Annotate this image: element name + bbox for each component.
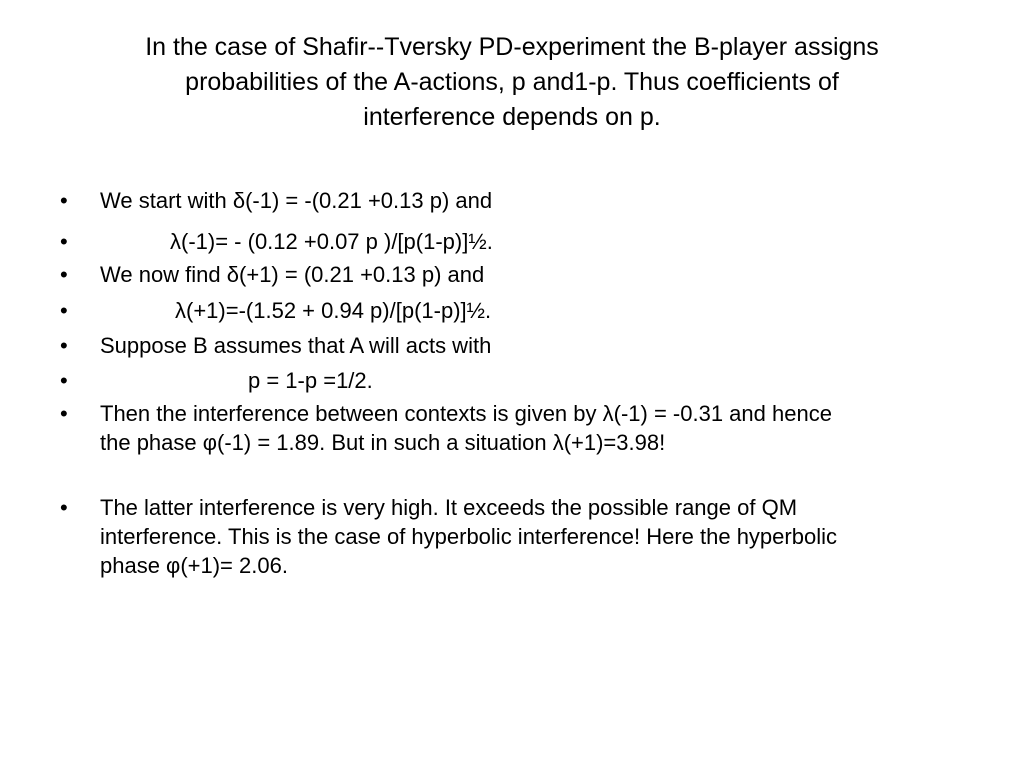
bullet-marker: • (60, 298, 68, 323)
bullet-line: p = 1-p =1/2. (248, 368, 373, 393)
bullet-line: λ(+1)=-(1.52 + 0.94 p)/[p(1-p)]½. (175, 298, 492, 323)
bullet-marker: • (60, 262, 68, 287)
bullet-line: The latter interference is very high. It exceeds the possible range of QM (100, 495, 798, 520)
bullet-marker: • (60, 495, 68, 520)
bullet-text (100, 260, 980, 289)
bullet-text (100, 331, 980, 360)
bullet-line: interference. This is the case of hyperbolic interference! Here the hyperbolic (100, 524, 837, 549)
bullet-line: λ(-1)= - (0.12 +0.07 p )/[p(1-p)]½. (170, 229, 493, 254)
bullet-line: phase φ(+1)= 2.06. (100, 553, 288, 578)
bullet-marker: • (60, 333, 68, 358)
bullet-text (100, 296, 980, 325)
bullet-text (100, 186, 980, 215)
title-line: In the case of Shafir--Tversky PD-experiment the B-player assigns (145, 33, 879, 61)
bullet-text (100, 399, 980, 457)
bullet-marker: • (60, 188, 68, 213)
title-line: interference depends on p. (363, 103, 661, 131)
bullet-line: We now find δ(+1) = (0.21 +0.13 p) and (100, 262, 485, 287)
bullet-marker: • (60, 401, 68, 426)
bullet-line: the phase φ(-1) = 1.89. But in such a situation λ(+1)=3.98! (100, 430, 666, 455)
bullet-text (100, 493, 980, 580)
title-line: probabilities of the A-actions, p and1-p. Thus coefficients of (185, 68, 839, 96)
bullet-marker: • (60, 229, 68, 254)
bullet-line: Then the interference between contexts is given by λ(-1) = -0.31 and hence (100, 401, 832, 426)
bullet-line: Suppose B assumes that A will acts with (100, 333, 492, 358)
bullet-line: We start with δ(-1) = -(0.21 +0.13 p) and (100, 188, 493, 213)
bullet-text (100, 227, 980, 256)
bullet-marker: • (60, 368, 68, 393)
bullet-text (100, 366, 980, 395)
